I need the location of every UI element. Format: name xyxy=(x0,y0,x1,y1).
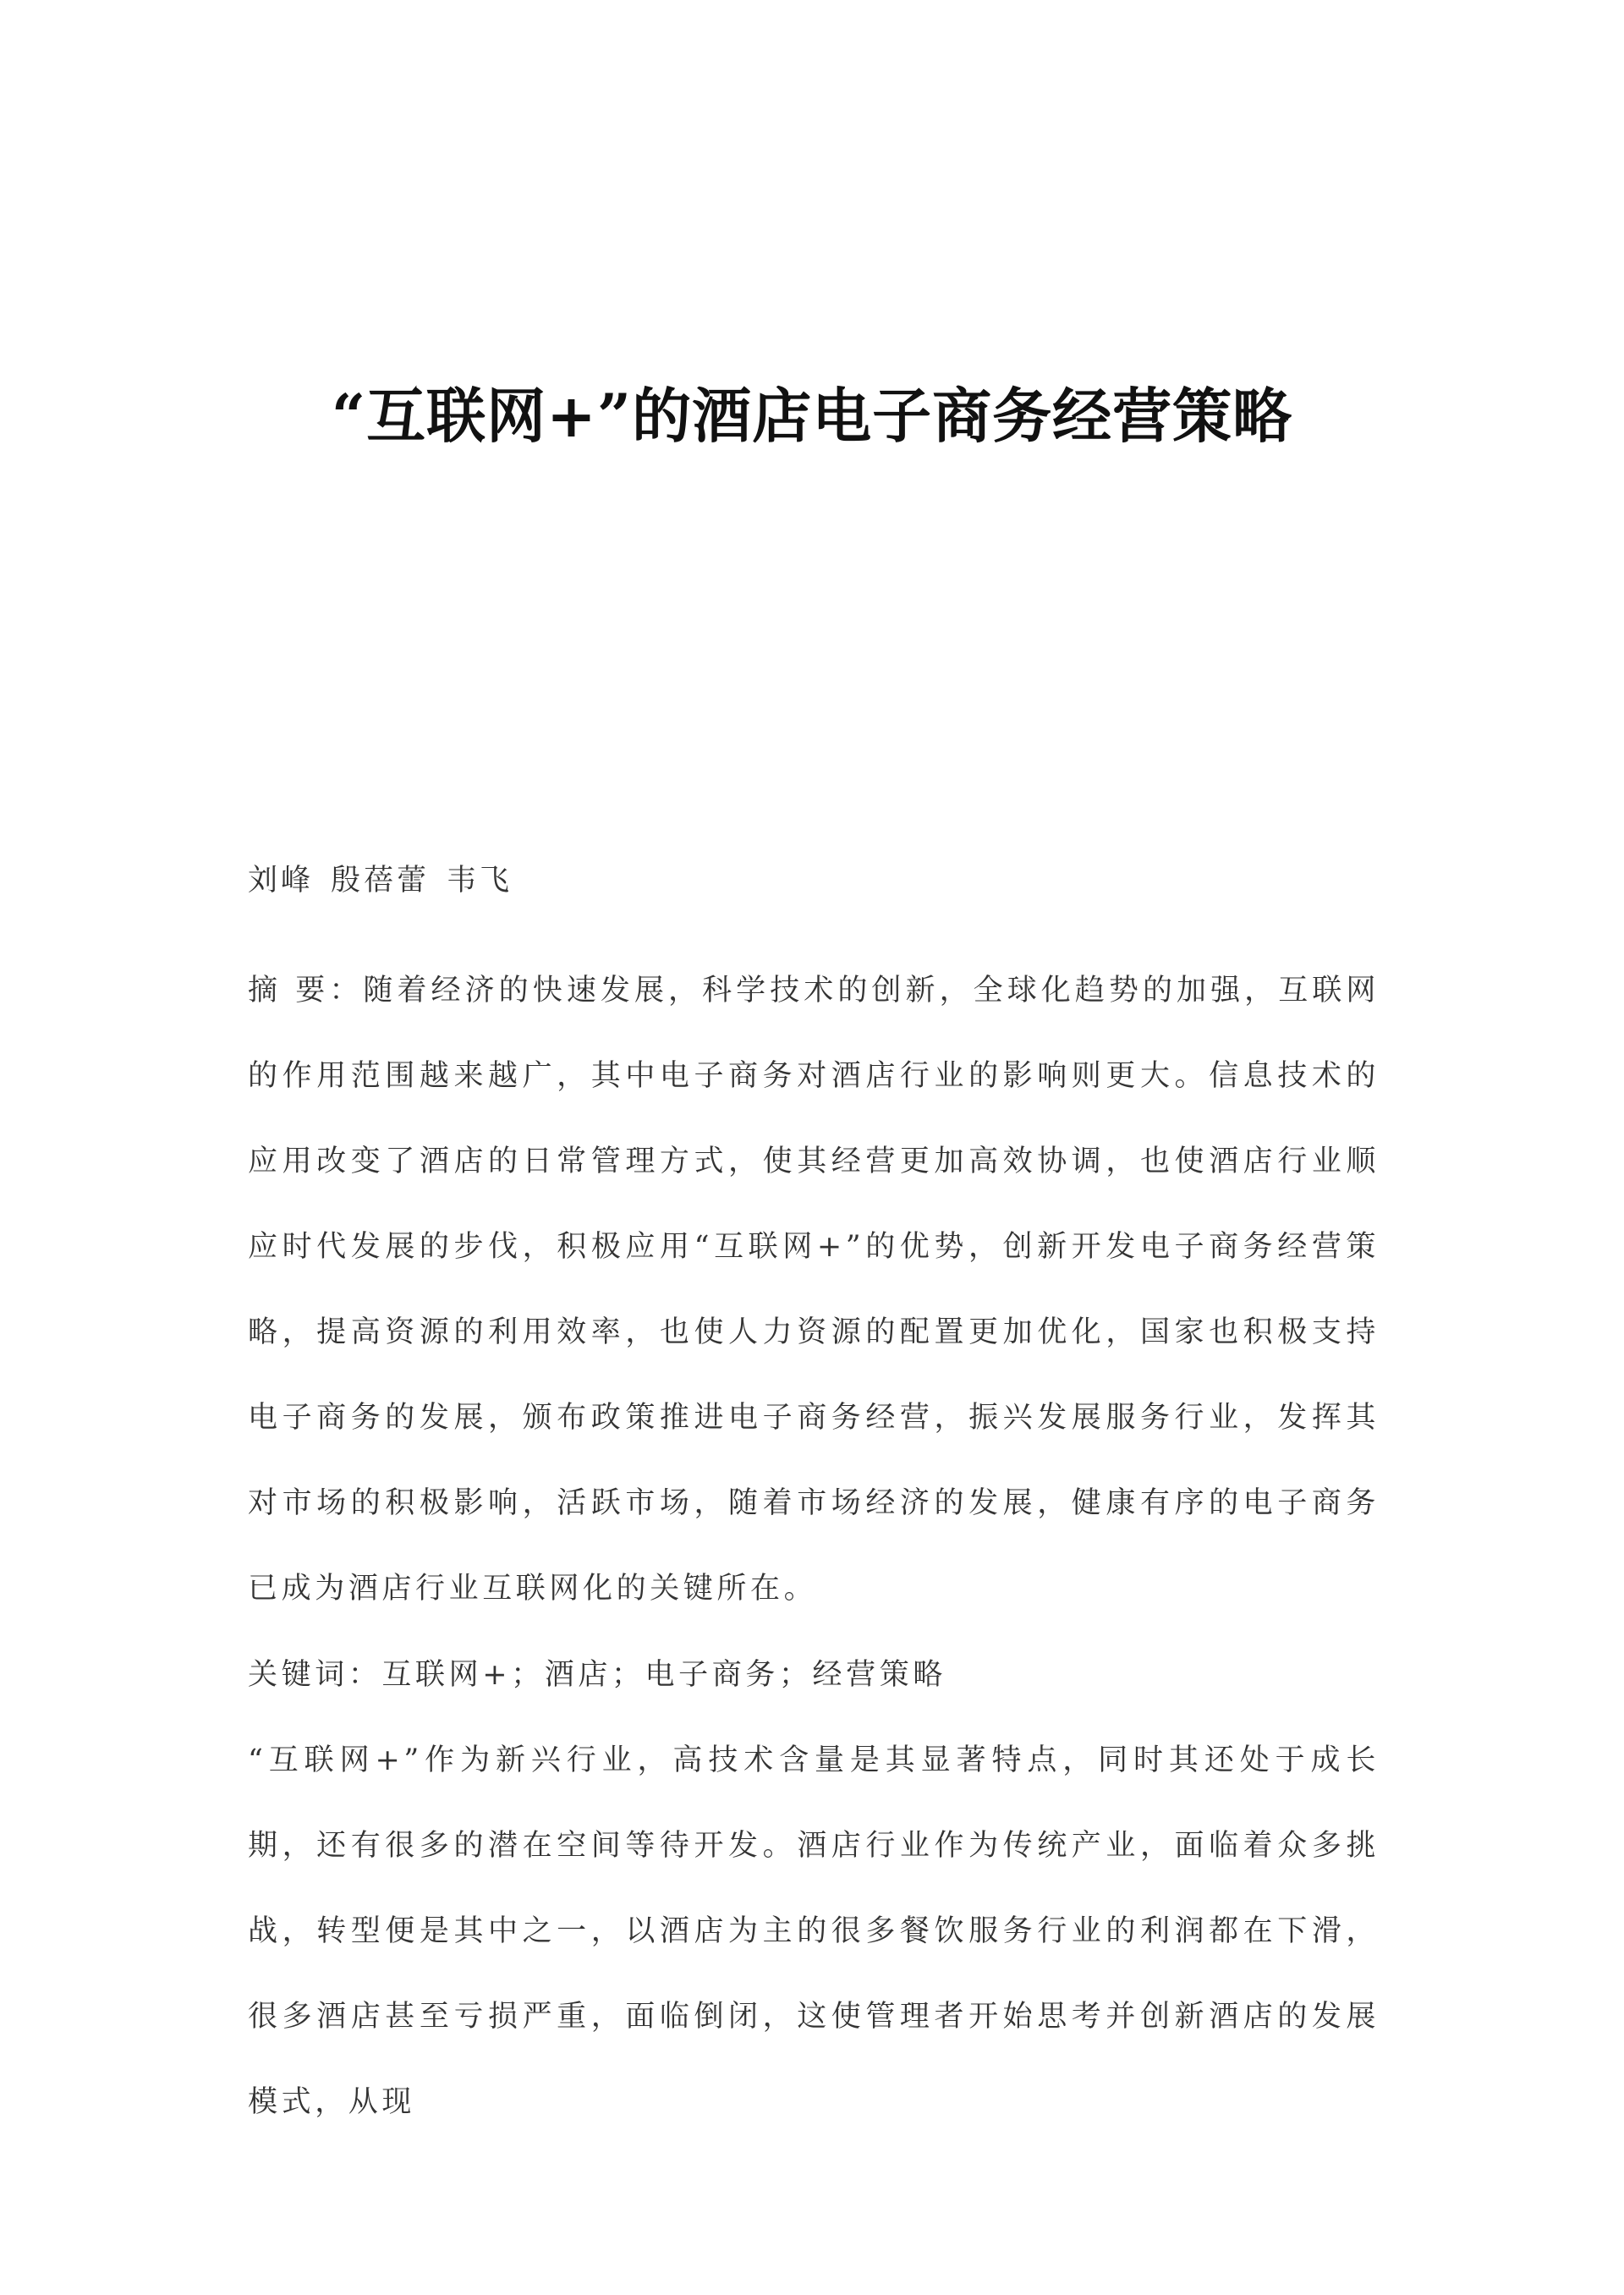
keywords-label: 关键词： xyxy=(248,1658,382,1692)
keywords-line xyxy=(248,1633,1380,1718)
abstract-label: 摘 要： xyxy=(248,974,364,1007)
abstract-text: 随着经济的快速发展，科学技术的创新，全球化趋势的加强，互联网的作用范围越来越广，其中电子商务对酒店行业的影响则更大。信息技术的应用改变了酒店的日常管理方式，使其经营更加高效协调，也使酒店行业顺应时代发展的步伐，积极应用“互联网+”的优势，创新开发电子商务经营策略，提高资源的利用效率，也使人力资源的配置更加优化，国家也积极支持电子商务的发展，颁布政策推进电子商务经营，振兴发展服务行业，发挥其对市场的积极影响，活跃市场，随着市场经济的发展，健康有序的电子商务已成为酒店行业互联网化的关键所在。 xyxy=(248,974,1380,1606)
author-name: 刘峰 xyxy=(248,864,315,898)
author-name: 殷蓓蕾 xyxy=(331,864,431,898)
author-name: 韦飞 xyxy=(447,864,513,898)
abstract-paragraph xyxy=(248,948,1380,1632)
author-list xyxy=(248,863,529,898)
document-title: “互联网+”的酒店电子商务经营策略 xyxy=(331,381,1293,451)
keywords-text: 互联网+；酒店；电子商务；经营策略 xyxy=(381,1658,946,1692)
body-paragraph: “互联网+”作为新兴行业，高技术含量是其显著特点，同时其还处于成长期，还有很多的潜在空间等待开发。酒店行业作为传统产业，面临着众多挑战，转型便是其中之一，以酒店为主的很多餐饮服务行业的利润都在下滑，很多酒店甚至亏损严重，面临倒闭，这使管理者开始思考并创新酒店的发展模式，从现 xyxy=(248,1743,1380,2119)
